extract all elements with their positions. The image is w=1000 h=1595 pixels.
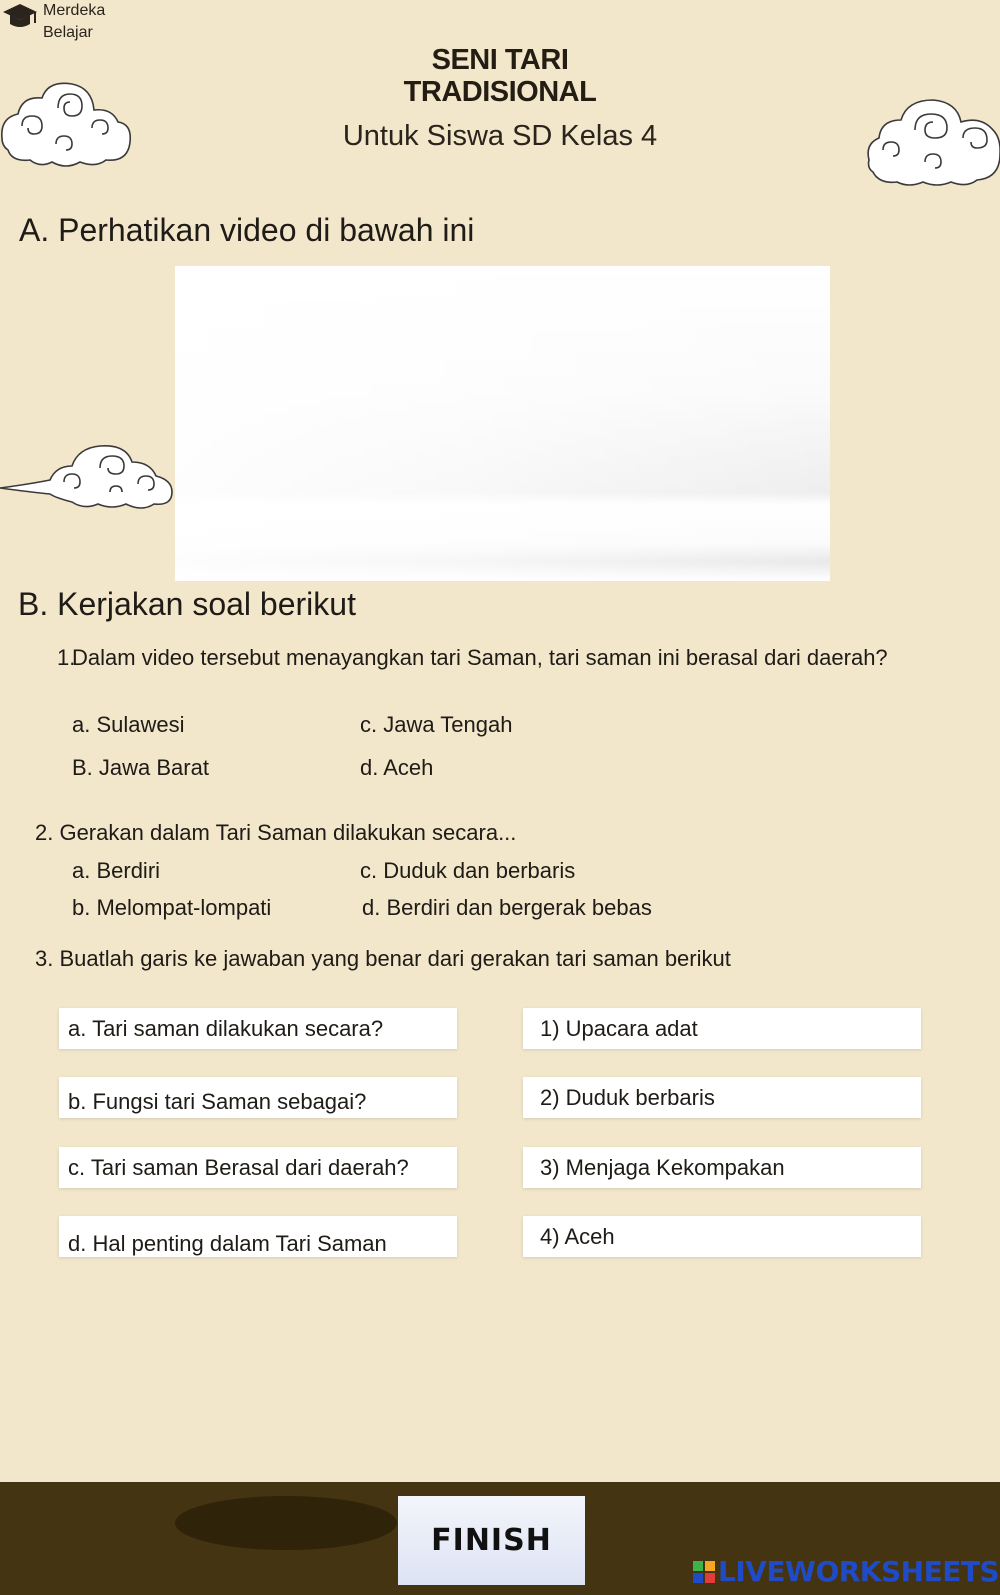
- match-left-a-label: a. Tari saman dilakukan secara?: [68, 1016, 384, 1041]
- liveworksheets-brand[interactable]: LIVEWORKSHEETS: [718, 1555, 1000, 1588]
- match-left-b-label: b. Fungsi tari Saman sebagai?: [68, 1089, 367, 1114]
- section-a-heading: A. Perhatikan video di bawah ini: [19, 212, 475, 248]
- video-frame: [175, 266, 830, 581]
- logo-text: [43, 0, 105, 44]
- video-player[interactable]: [175, 266, 830, 581]
- match-left-a[interactable]: [59, 1008, 457, 1049]
- match-right-1[interactable]: [523, 1008, 921, 1049]
- decorative-ellipse: [175, 1496, 397, 1550]
- logo-line-1: Merdeka: [43, 2, 106, 19]
- match-right-4[interactable]: [523, 1216, 921, 1257]
- question-2-option-b[interactable]: b. Melompat-lompati: [72, 895, 272, 920]
- question-1-option-b[interactable]: B. Jawa Barat: [72, 755, 209, 780]
- match-left-d-label: d. Hal penting dalam Tari Saman: [68, 1231, 387, 1256]
- cloud-decoration-middle: [0, 438, 175, 512]
- cloud-decoration-left: [0, 78, 135, 168]
- title-line-2: TRADISIONAL: [403, 76, 597, 108]
- section-b-heading: B. Kerjakan soal berikut: [18, 586, 356, 622]
- logo-line-2: Belajar: [43, 24, 93, 41]
- question-1-option-c[interactable]: c. Jawa Tengah: [360, 712, 513, 737]
- match-right-2-label: 2) Duduk berbaris: [540, 1085, 715, 1110]
- question-2-option-c[interactable]: c. Duduk dan berbaris: [360, 858, 576, 883]
- match-right-2[interactable]: [523, 1077, 921, 1118]
- match-right-4-label: 4) Aceh: [540, 1224, 615, 1249]
- question-1-text: Dalam video tersebut menayangkan tari Saman, tari saman ini berasal dari daerah?: [72, 645, 888, 670]
- question-2-option-d[interactable]: d. Berdiri dan bergerak bebas: [362, 895, 652, 920]
- match-left-c-label: c. Tari saman Berasal dari daerah?: [68, 1155, 409, 1180]
- match-left-c[interactable]: [59, 1147, 457, 1188]
- cloud-decoration-right: [865, 94, 1000, 188]
- question-1-number: 1.: [57, 645, 76, 670]
- graduation-cap-icon: [2, 2, 38, 32]
- finish-button[interactable]: FINISH: [398, 1496, 585, 1585]
- title-line-1: SENI TARI: [431, 44, 569, 76]
- page-title: [0, 44, 1000, 108]
- match-left-d[interactable]: [59, 1216, 457, 1257]
- match-right-3[interactable]: [523, 1147, 921, 1188]
- page-subtitle: Untuk Siswa SD Kelas 4: [342, 120, 658, 152]
- question-3-text: 3. Buatlah garis ke jawaban yang benar dari gerakan tari saman berikut: [35, 946, 731, 971]
- match-right-1-label: 1) Upacara adat: [540, 1016, 698, 1041]
- match-left-b[interactable]: [59, 1077, 457, 1118]
- question-2-text: 2. Gerakan dalam Tari Saman dilakukan secara...: [35, 820, 517, 845]
- liveworksheets-logo-icon: [693, 1561, 715, 1583]
- question-2-option-a[interactable]: a. Berdiri: [72, 858, 161, 883]
- question-1-option-a[interactable]: a. Sulawesi: [72, 712, 185, 737]
- match-right-3-label: 3) Menjaga Kekompakan: [540, 1155, 785, 1180]
- question-1-option-d[interactable]: d. Aceh: [360, 755, 434, 780]
